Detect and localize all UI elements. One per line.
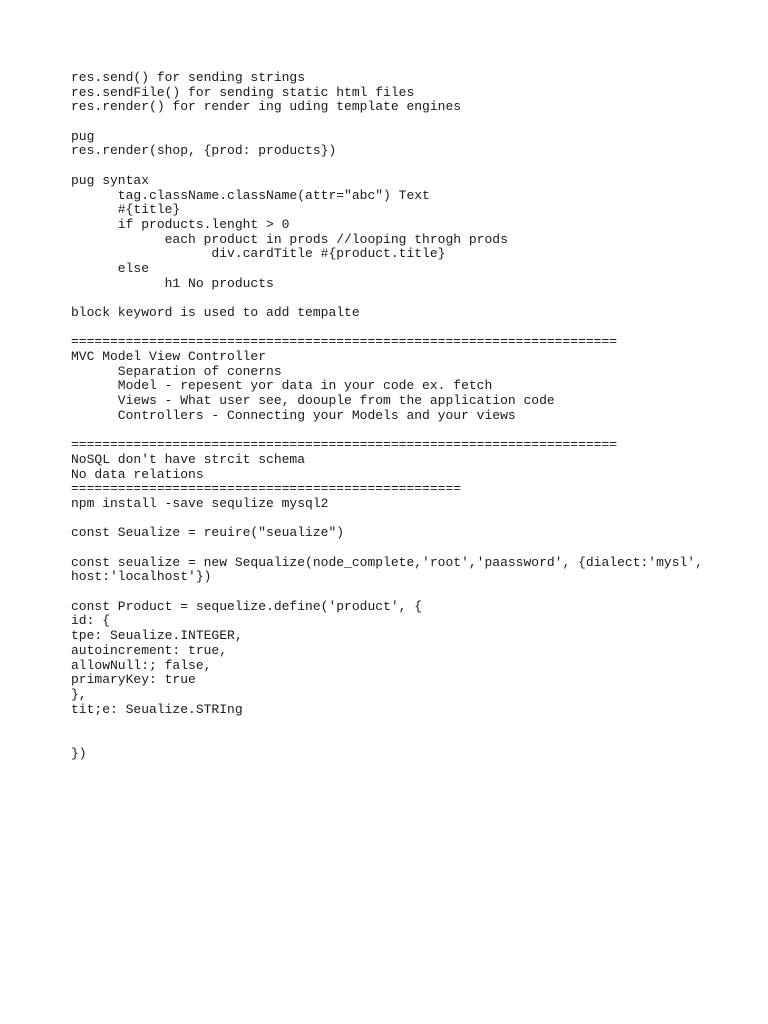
- text-line: },: [71, 686, 87, 702]
- text-line: each product in prods //looping throgh prods: [71, 231, 508, 247]
- blank-line: [71, 585, 751, 600]
- text-line: if products.lenght > 0: [71, 216, 290, 232]
- text-line: else: [71, 260, 150, 276]
- text-line: npm install -save sequlize mysql2: [71, 495, 329, 511]
- blank-line: [71, 424, 751, 439]
- separator-line: ======================================================================: [71, 334, 618, 350]
- text-line: MVC Model View Controller: [71, 349, 267, 365]
- separator-line: ======================================================================: [71, 437, 618, 453]
- text-line: block keyword is used to add tempalte: [71, 305, 360, 320]
- text-line: Views - What user see, doouple from the application code: [71, 393, 555, 409]
- blank-line: [71, 717, 751, 732]
- blank-line: [71, 541, 751, 556]
- text-line: res.render(shop, {prod: products}): [71, 143, 337, 159]
- text-line: res.render() for render ing uding template engines: [71, 99, 462, 115]
- text-line: autoincrement: true,: [71, 642, 228, 658]
- text-line: primaryKey: true: [71, 672, 196, 688]
- text-line: }): [71, 745, 87, 761]
- text-line: Model - repesent yor data in your code ex. fetch: [71, 378, 493, 394]
- text-line: id: {: [71, 613, 111, 629]
- text-line: Separation of conerns: [71, 363, 282, 379]
- text-line: res.sendFile() for sending static html files: [71, 84, 415, 100]
- text-line: const Product = sequelize.define('product', {: [71, 598, 423, 614]
- text-line: tpe: Seualize.INTEGER,: [71, 628, 243, 644]
- blank-line: [71, 732, 751, 747]
- text-line: #{title}: [71, 202, 181, 218]
- text-line: res.send() for sending strings: [71, 70, 306, 85]
- text-line: const seualize = new Sequalize(node_complete,'root','paassword', {dialect:'mysl',: [71, 554, 703, 570]
- text-line: pug syntax: [71, 172, 150, 188]
- text-line: pug: [71, 128, 95, 144]
- blank-line: [71, 512, 751, 527]
- blank-line: [71, 321, 751, 336]
- text-line: No data relations: [71, 466, 204, 482]
- separator-line: ==================================================: [71, 481, 462, 497]
- blank-line: [71, 159, 751, 174]
- text-line: Controllers - Connecting your Models and your views: [71, 407, 516, 423]
- text-line: tit;e: Seualize.STRIng: [71, 701, 243, 717]
- text-line: const Seualize = reuire("seualize"): [71, 525, 345, 541]
- text-line: allowNull:; false,: [71, 657, 212, 673]
- text-line: div.cardTitle #{product.title}: [71, 246, 446, 262]
- text-line: h1 No products: [71, 275, 274, 291]
- blank-line: [71, 291, 751, 306]
- text-line: host:'localhost'}): [71, 569, 212, 585]
- blank-line: [71, 115, 751, 130]
- document-page: [71, 71, 751, 761]
- text-line: NoSQL don't have strcit schema: [71, 451, 306, 467]
- text-line: tag.className.className(attr="abc") Text: [71, 187, 430, 203]
